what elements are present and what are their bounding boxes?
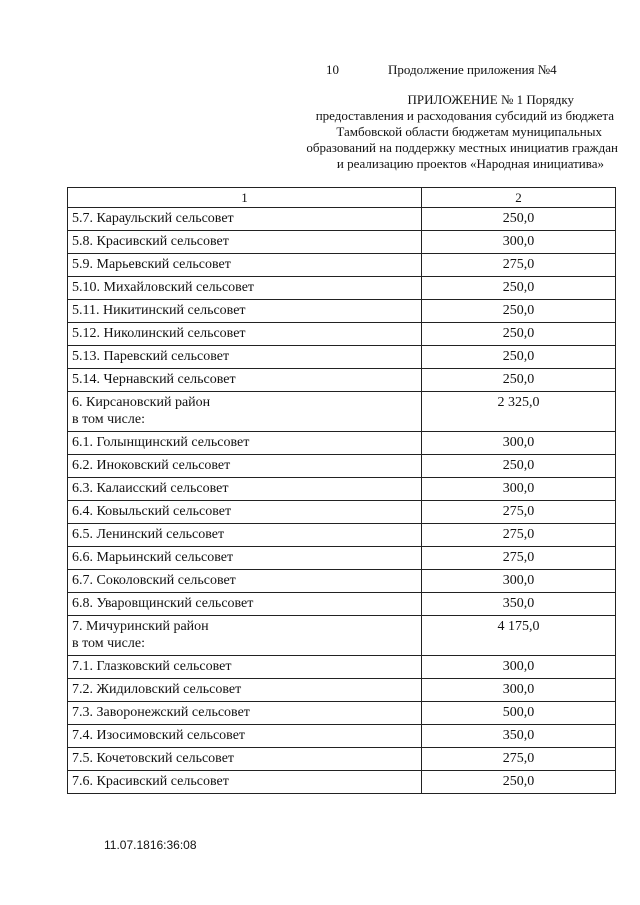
- row-name-cell: [68, 679, 422, 702]
- continuation-label: Продолжение приложения №4: [388, 62, 557, 77]
- table-row: [68, 392, 616, 432]
- row-value: 250,0: [422, 300, 616, 323]
- row-value: 250,0: [422, 369, 616, 392]
- row-name-cell: [68, 346, 422, 369]
- row-name: 7. Мичуринский район: [72, 619, 209, 634]
- row-value: 250,0: [422, 455, 616, 478]
- row-name-cell: [68, 392, 422, 432]
- row-name-cell: [68, 593, 422, 616]
- column-header: 2: [422, 188, 616, 208]
- table-body: [68, 208, 616, 794]
- row-name-cell: [68, 524, 422, 547]
- column-header: 1: [68, 188, 422, 208]
- table-header-row: [68, 188, 616, 208]
- row-name-cell: [68, 455, 422, 478]
- row-name: 6.7. Соколовский сельсовет: [72, 573, 236, 588]
- row-name: 6.1. Голынщинский сельсовет: [72, 435, 250, 450]
- row-name-cell: [68, 547, 422, 570]
- row-value: 275,0: [422, 748, 616, 771]
- appendix-line: образований на поддержку местных инициатив граждан: [306, 140, 618, 155]
- row-name: 5.11. Никитинский сельсовет: [72, 303, 246, 318]
- row-name-cell: [68, 432, 422, 455]
- appendix-line: предоставления и расходования субсидий из бюджета: [315, 108, 614, 123]
- row-name: 6.3. Калаисский сельсовет: [72, 481, 229, 496]
- row-name-cell: [68, 478, 422, 501]
- appendix-line: и реализацию проектов «Народная инициатива»: [336, 156, 604, 171]
- page-number: 10: [326, 62, 339, 77]
- row-name: 6.2. Иноковский сельсовет: [72, 458, 231, 473]
- row-value: 300,0: [422, 432, 616, 455]
- row-value: 300,0: [422, 231, 616, 254]
- row-name-cell: [68, 369, 422, 392]
- row-name: 5.9. Марьевский сельсовет: [72, 257, 231, 272]
- row-value: 275,0: [422, 501, 616, 524]
- table-row: [68, 455, 616, 478]
- table-row: [68, 478, 616, 501]
- row-value: 300,0: [422, 478, 616, 501]
- table-row: [68, 254, 616, 277]
- table-row: [68, 369, 616, 392]
- row-subtitle: в том числе:: [72, 636, 145, 651]
- subsidy-table: [67, 187, 616, 794]
- row-name: 6. Кирсановский район: [72, 395, 211, 410]
- row-name: 6.5. Ленинский сельсовет: [72, 527, 225, 542]
- row-name-cell: [68, 231, 422, 254]
- row-value: 300,0: [422, 570, 616, 593]
- row-name-cell: [68, 501, 422, 524]
- table-row: [68, 501, 616, 524]
- row-value: 250,0: [422, 346, 616, 369]
- row-name: 7.1. Глазковский сельсовет: [72, 659, 232, 674]
- row-name: 7.3. Заворонежский сельсовет: [72, 705, 250, 720]
- row-name: 5.13. Паревский сельсовет: [72, 349, 230, 364]
- row-value: 275,0: [422, 547, 616, 570]
- row-value: 4 175,0: [422, 616, 616, 656]
- row-name-cell: [68, 616, 422, 656]
- table-row: [68, 593, 616, 616]
- appendix-line: Тамбовской области бюджетам муниципальных: [336, 124, 602, 139]
- row-name: 5.7. Караульский сельсовет: [72, 211, 234, 226]
- row-name: 7.6. Красивский сельсовет: [72, 774, 229, 789]
- row-value: 250,0: [422, 277, 616, 300]
- table-row: [68, 702, 616, 725]
- row-name: 6.4. Ковыльский сельсовет: [72, 504, 232, 519]
- row-name: 7.5. Кочетовский сельсовет: [72, 751, 235, 766]
- row-name: 6.8. Уваровщинский сельсовет: [72, 596, 254, 611]
- row-value: 300,0: [422, 656, 616, 679]
- table-row: [68, 547, 616, 570]
- table-row: [68, 231, 616, 254]
- row-value: 250,0: [422, 208, 616, 231]
- row-name: 5.10. Михайловский сельсовет: [72, 280, 255, 295]
- appendix-heading: [300, 92, 618, 172]
- table-row: [68, 679, 616, 702]
- row-value: 350,0: [422, 725, 616, 748]
- table-row: [68, 725, 616, 748]
- row-name: 5.14. Чернавский сельсовет: [72, 372, 236, 387]
- table-row: [68, 323, 616, 346]
- row-name: 7.4. Изосимовский сельсовет: [72, 728, 246, 743]
- row-value: 275,0: [422, 254, 616, 277]
- table-row: [68, 524, 616, 547]
- row-value: 275,0: [422, 524, 616, 547]
- row-subtitle: в том числе:: [72, 412, 145, 427]
- row-name-cell: [68, 570, 422, 593]
- row-name-cell: [68, 702, 422, 725]
- row-name-cell: [68, 254, 422, 277]
- table-row: [68, 570, 616, 593]
- row-name-cell: [68, 323, 422, 346]
- table-row: [68, 432, 616, 455]
- timestamp: 11.07.1816:36:08: [104, 838, 197, 852]
- table-row: [68, 208, 616, 231]
- row-value: 250,0: [422, 323, 616, 346]
- table-row: [68, 771, 616, 794]
- row-name: 5.8. Красивский сельсовет: [72, 234, 229, 249]
- row-value: 250,0: [422, 771, 616, 794]
- table-row: [68, 346, 616, 369]
- table-row: [68, 277, 616, 300]
- row-name-cell: [68, 277, 422, 300]
- row-value: 2 325,0: [422, 392, 616, 432]
- row-name-cell: [68, 208, 422, 231]
- row-value: 350,0: [422, 593, 616, 616]
- table-row: [68, 616, 616, 656]
- row-name: 7.2. Жидиловский сельсовет: [72, 682, 242, 697]
- row-name-cell: [68, 771, 422, 794]
- table-row: [68, 748, 616, 771]
- row-name-cell: [68, 656, 422, 679]
- row-name: 5.12. Николинский сельсовет: [72, 326, 246, 341]
- row-value: 300,0: [422, 679, 616, 702]
- row-name-cell: [68, 748, 422, 771]
- row-value: 500,0: [422, 702, 616, 725]
- row-name-cell: [68, 725, 422, 748]
- table-row: [68, 656, 616, 679]
- row-name-cell: [68, 300, 422, 323]
- appendix-line: ПРИЛОЖЕНИЕ № 1 Порядку: [407, 92, 574, 107]
- row-name: 6.6. Марьинский сельсовет: [72, 550, 234, 565]
- table-row: [68, 300, 616, 323]
